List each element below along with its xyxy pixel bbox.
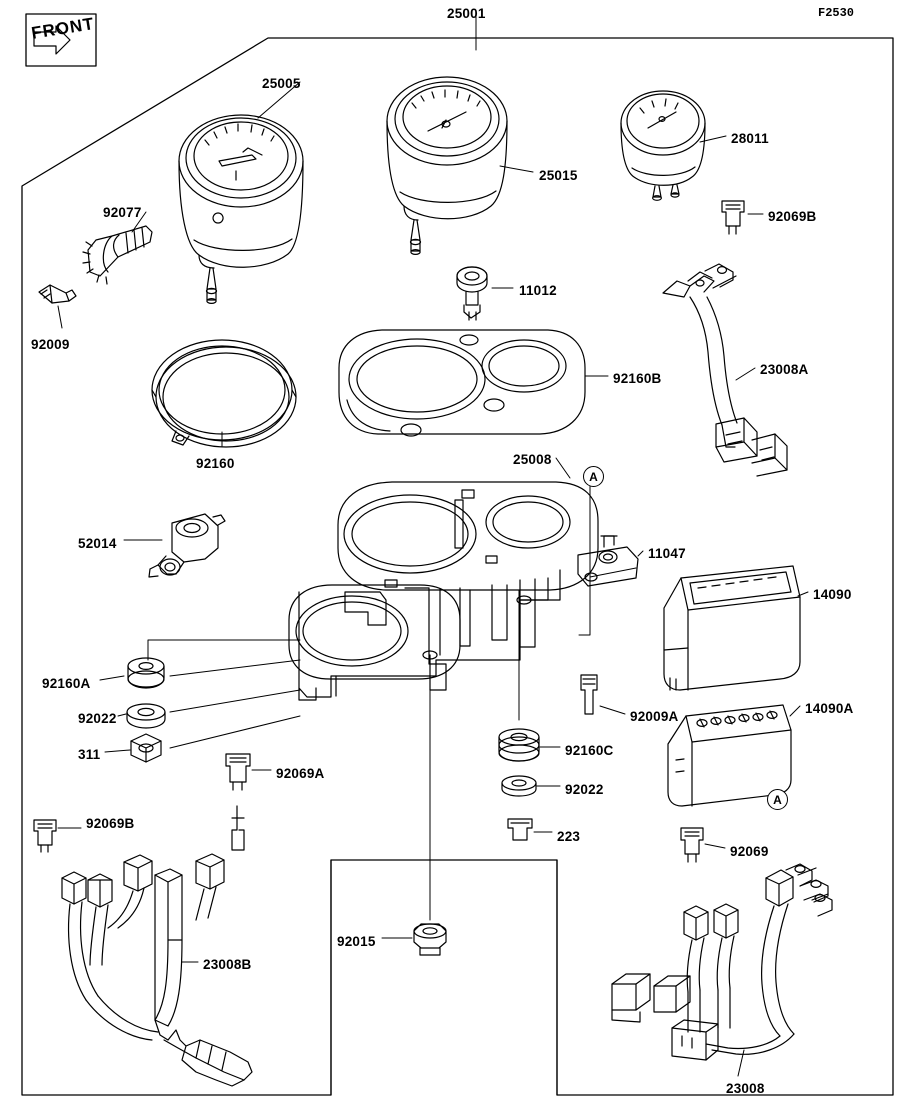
callout-92160c: 92160C [565,743,614,758]
callout-11047: 11047 [648,546,686,561]
callout-92160b: 92160B [613,371,662,386]
callout-92069: 92069 [730,844,769,859]
callout-25008: 25008 [513,452,552,467]
callout-25015: 25015 [539,168,578,183]
front-direction-label: FRONT [30,14,96,43]
callout-92022-upper: 92022 [78,711,117,726]
reference-marker-a-upper: A [583,466,604,487]
callout-25005: 25005 [262,76,301,91]
callout-28011: 28011 [731,131,769,146]
callout-92022-lower: 92022 [565,782,604,797]
callout-52014: 52014 [78,536,117,551]
callout-14090a: 14090A [805,701,854,716]
callout-92160a: 92160A [42,676,91,691]
callout-11012: 11012 [519,283,557,298]
callout-23008: 23008 [726,1081,765,1096]
callout-92009: 92009 [31,337,70,352]
callout-92160: 92160 [196,456,235,471]
callout-223: 223 [557,829,581,844]
callout-92069b-top: 92069B [768,209,817,224]
callout-92077: 92077 [103,205,142,220]
callout-14090: 14090 [813,587,852,602]
callout-23008a: 23008A [760,362,809,377]
callout-92009a: 92009A [630,709,679,724]
reference-marker-a-lower: A [767,789,788,810]
callout-92069a: 92069A [276,766,325,781]
diagram-code: F2530 [818,6,855,20]
callout-311: 311 [78,747,101,762]
callout-25001: 25001 [447,6,486,21]
callout-92015: 92015 [337,934,376,949]
callout-92069b-bottom: 92069B [86,816,135,831]
callout-23008b: 23008B [203,957,252,972]
